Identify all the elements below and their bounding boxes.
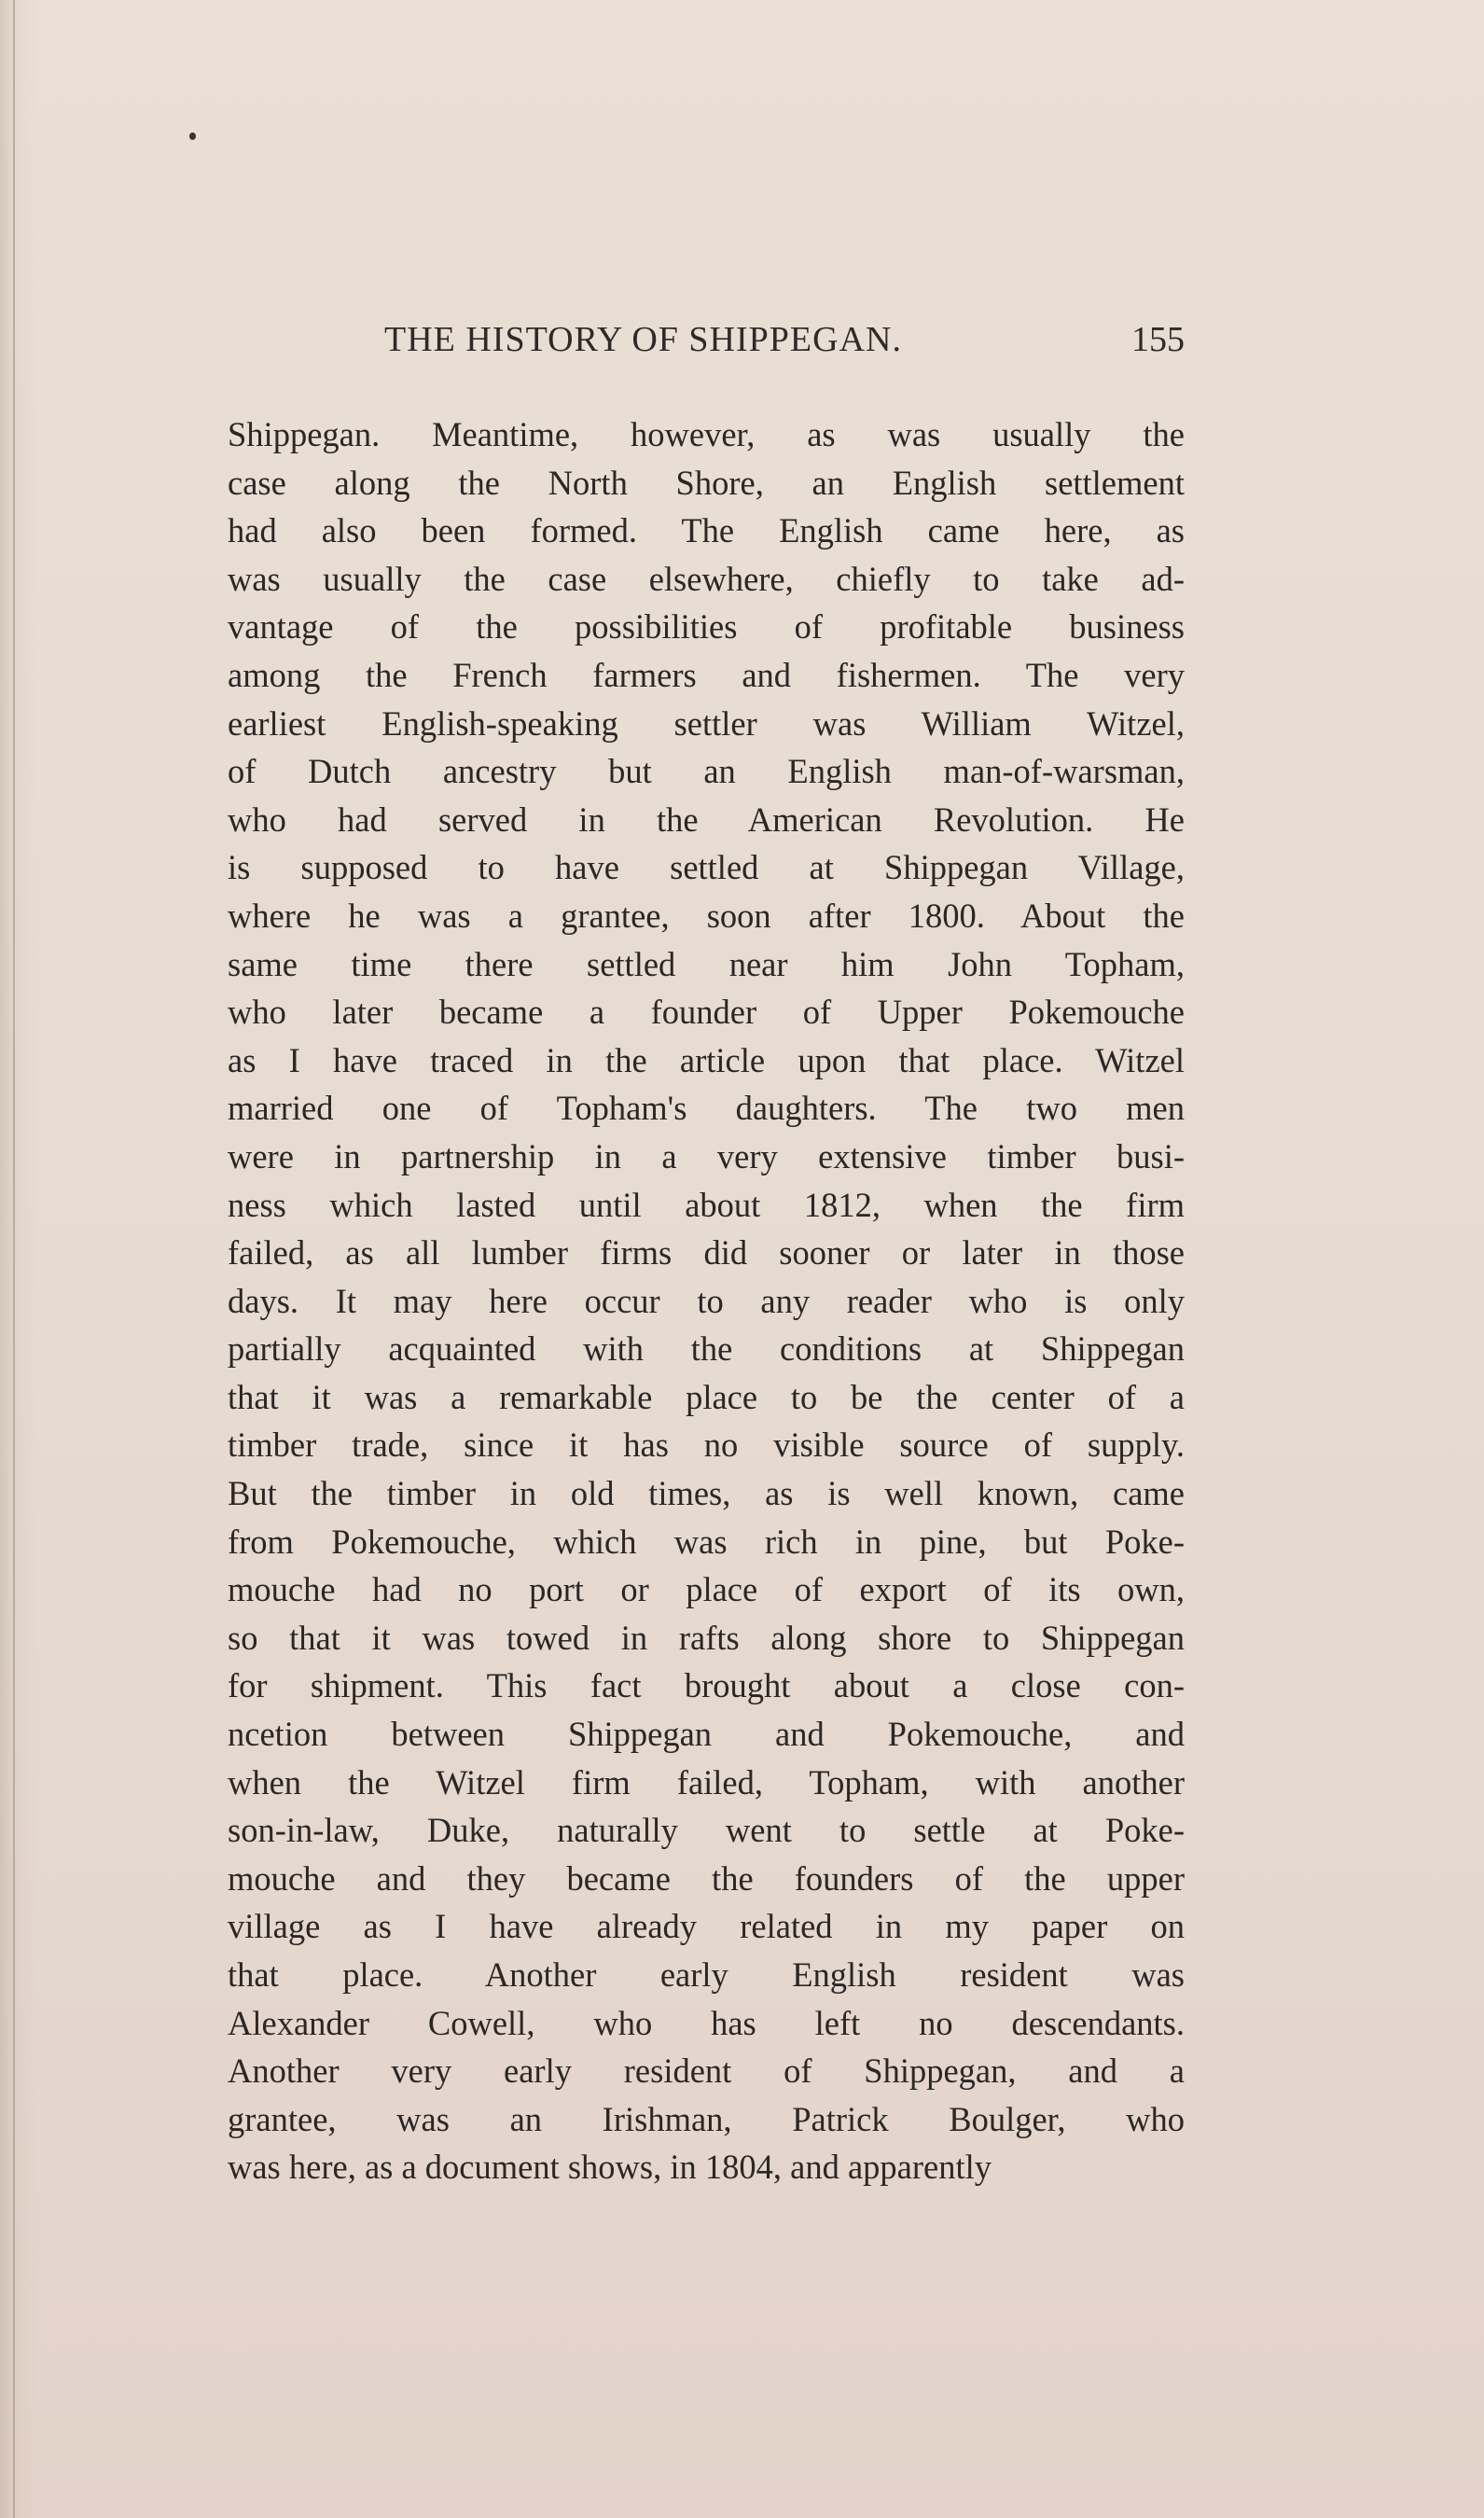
text-line: married one of Topham's daughters. The two men	[228, 1089, 1185, 1128]
text-line: ncetion between Shippegan and Pokemouche, and	[228, 1715, 1185, 1754]
text-line: that it was a remarkable place to be the center of a	[228, 1377, 1185, 1416]
text-line: as I have traced in the article upon that place. Witzel	[228, 1040, 1185, 1079]
text-line: Alexander Cowell, who has left no descendants.	[228, 2003, 1185, 2042]
text-line: that place. Another early English resident was	[228, 1955, 1185, 1994]
text-line: Another very early resident of Shippegan, and a	[228, 2052, 1185, 2091]
text-line: was here, as a document shows, in 1804, and apparently	[228, 2148, 992, 2187]
text-line: where he was a grantee, soon after 1800. About the	[228, 896, 1185, 935]
text-line: is supposed to have settled at Shippegan Village,	[228, 848, 1185, 887]
text-line: village as I have already related in my paper on	[228, 1907, 1185, 1946]
text-line: failed, as all lumber firms did sooner or later in those	[228, 1233, 1185, 1273]
running-head	[384, 313, 1185, 366]
text-line: earliest English-speaking settler was William Witzel,	[228, 703, 1185, 743]
ink-speck	[189, 132, 196, 140]
running-title: THE HISTORY OF SHIPPEGAN.	[384, 320, 902, 359]
text-line: same time there settled near him John Topham,	[228, 944, 1185, 983]
text-line: mouche had no port or place of export of its own,	[228, 1570, 1185, 1609]
text-line: vantage of the possibilities of profitable business	[228, 607, 1185, 647]
text-line: partially acquainted with the conditions at Shippegan	[228, 1329, 1185, 1369]
text-line: among the French farmers and fishermen. The very	[228, 655, 1185, 694]
text-line: so that it was towed in rafts along shore to Shippegan	[228, 1618, 1185, 1657]
text-line: were in partnership in a very extensive timber busi-	[228, 1136, 1185, 1176]
text-line: for shipment. This fact brought about a close con-	[228, 1666, 1185, 1705]
page-number: 155	[1131, 320, 1185, 359]
text-line: ness which lasted until about 1812, when the firm	[228, 1185, 1185, 1224]
text-line: was usually the case elsewhere, chiefly to take ad-	[228, 559, 1185, 598]
text-line: grantee, was an Irishman, Patrick Boulger, who	[228, 2099, 1185, 2138]
text-line: had also been formed. The English came here, as	[228, 511, 1185, 550]
text-line: who later became a founder of Upper Pokemouche	[228, 993, 1185, 1032]
text-line: son-in-law, Duke, naturally went to settle at Poke-	[228, 1811, 1185, 1850]
body-paragraph	[228, 410, 1185, 2191]
text-line: from Pokemouche, which was rich in pine, but Poke-	[228, 1522, 1185, 1561]
text-line: days. It may here occur to any reader who is only	[228, 1281, 1185, 1320]
text-line: who had served in the American Revolution. He	[228, 800, 1185, 839]
text-line: case along the North Shore, an English settlement	[228, 463, 1185, 502]
page-gutter-shadow	[13, 0, 15, 2518]
text-line: of Dutch ancestry but an English man-of-warsman,	[228, 752, 1185, 791]
text-line: timber trade, since it has no visible source of supply.	[228, 1426, 1185, 1465]
text-line: Shippegan. Meantime, however, as was usually the	[228, 415, 1185, 453]
text-line: But the timber in old times, as is well known, came	[228, 1474, 1185, 1513]
text-line: mouche and they became the founders of the upper	[228, 1858, 1185, 1898]
text-line: when the Witzel firm failed, Topham, with another	[228, 1762, 1185, 1802]
